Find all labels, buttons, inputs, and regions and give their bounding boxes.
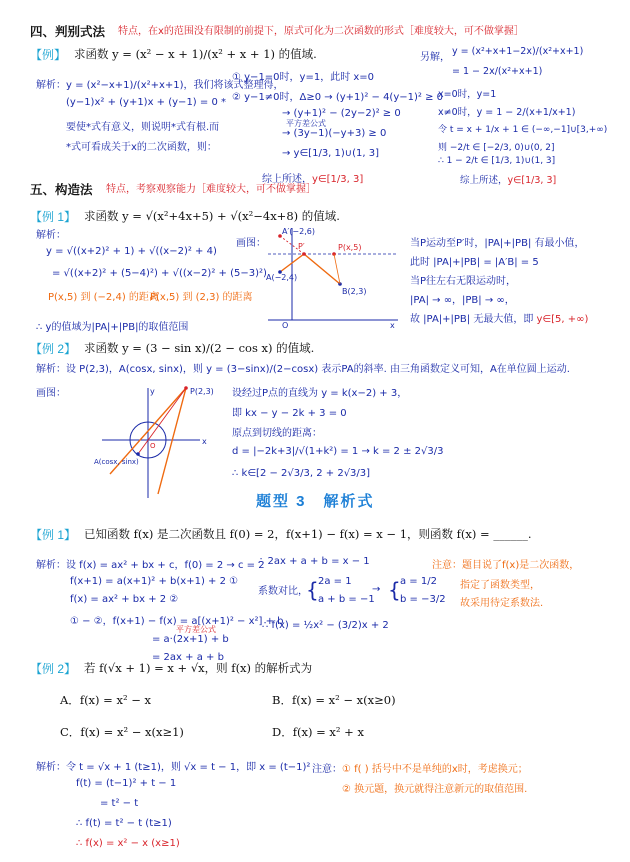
ex1-right-3: 当P往左右无限运动时，	[410, 276, 517, 287]
t3e2-line-4: ∴ f(t) = t² − t (t≥1)	[76, 818, 172, 829]
option-a-label: A．	[60, 693, 80, 707]
alt-line-4: x≠0时，y = 1 − 2/(x+1/x+1)	[438, 107, 576, 118]
example2-question: 求函数 y = (3 − sin x)/(2 − cos x) 的值域.	[84, 341, 315, 355]
ex1-line-1: y = √((x+2)² + 1) + √((x−2)² + 4)	[46, 246, 217, 257]
point-p	[184, 386, 188, 390]
alt-line-7: ∴ 1 − 2/t ∈ [1/3, 1)∪(1, 3]	[438, 156, 556, 166]
ex1-right-4: |PA| → ∞，|PB| → ∞，	[410, 295, 515, 306]
summary-result: y∈[1/3, 3]	[312, 174, 364, 185]
ex1-right-2: 此时 |PA|+|PB| = |A′B| = 5	[410, 257, 539, 268]
t3-note-3: 故采用待定系数法.	[460, 598, 544, 609]
t3-left-2: f(x+1) = a(x+1)² + b(x+1) + 2 ①	[70, 576, 239, 587]
case-2-step-2: → (y+1)² − (2y−2)² ≥ 0	[282, 108, 401, 119]
label-x: x	[202, 437, 207, 446]
label-y: y	[150, 387, 155, 396]
formula-note: 平方差公式	[286, 119, 326, 128]
t3e2-line-3: = t² − t	[100, 798, 139, 809]
t3-note-1: 注意：题目说了f(x)是二次函数，	[432, 560, 580, 571]
ex2-line-2: 即 kx − y − 2k + 3 = 0	[232, 408, 347, 419]
t3e2-line-1: 解析：令 t = √x + 1 (t≥1)，则 √x = t − 1，即 x = (t−1)²	[36, 762, 311, 773]
solution-b: b = −3/2	[400, 594, 446, 605]
section4-title: 四、判别式法	[30, 25, 106, 39]
ex1-right-1: 当P运动至P′时，|PA|+|PB| 有最小值，	[410, 238, 585, 249]
alt-line-5: 令 t = x + 1/x + 1 ∈ (−∞,−1]∪[3,+∞)	[438, 125, 608, 135]
example2-solution: 解析：设 P(2,3)，A(cosx, sinx)，则 y = (3−sinx)/(2−cosx) 表示PA的斜率. 由三角函数定义可知，A在单位圆上运动.	[36, 364, 570, 375]
example1-tag: 【例 1】	[30, 210, 77, 224]
label-a: A(cosx, sinx)	[94, 458, 139, 466]
point-a	[136, 452, 140, 456]
t3-mid-2: 系数对比，	[258, 586, 308, 597]
section5-note: 特点，考察观察能力［难度较大，可不做掌握］	[106, 184, 316, 195]
t3-left-6: = 2ax + a + b	[152, 652, 224, 663]
label-b: B(2,3)	[342, 287, 367, 296]
label-a-prime: A′(−2,6)	[282, 227, 315, 236]
figure1-label: 画图：	[236, 238, 266, 249]
ex1-line-2: = √((x+2)² + (5−4)²) + √((x−2)² + (5−3)²)	[52, 268, 267, 279]
solution-line-1: 解析：y = (x²−x+1)/(x²+x+1)，我们将该式整理得，	[36, 80, 284, 91]
t3-mid-1: ∴ 2ax + a + b = x − 1	[258, 556, 370, 567]
ex1-right-final-result: y∈[5, +∞)	[536, 314, 589, 325]
label-origin: O	[282, 321, 289, 330]
system-eq-1: 2a = 1	[318, 576, 352, 587]
t3-left-1: 解析：设 f(x) = ax² + bx + c，f(0) = 2 → c = 2	[36, 560, 265, 571]
solution-label: 解析：	[36, 230, 66, 241]
option-d-label: D．	[272, 725, 293, 739]
t3e2-note-2: ② 换元题，换元就得注意新元的取值范围.	[342, 784, 528, 795]
system-brace: {	[306, 578, 319, 602]
solution-a: a = 1/2	[400, 576, 437, 587]
figure2-label: 画图：	[36, 388, 66, 399]
t3-note-2: 指定了函数类型，	[460, 580, 540, 591]
alt-summary-prefix: 综上所述，	[460, 175, 508, 186]
example1-question: 求函数 y = √(x²+4x+5) + √(x²−4x+8) 的值域.	[84, 209, 340, 223]
label-origin: O	[150, 442, 156, 450]
t3-example1-tag: 【例 1】	[30, 528, 77, 542]
t3-left-3: f(x) = ax² + bx + 2 ②	[70, 594, 179, 605]
option-d[interactable]	[272, 724, 364, 740]
option-a[interactable]	[60, 692, 151, 708]
arrow: →	[372, 584, 381, 595]
alt-line-1: y = (x²+x+1−2x)/(x²+x+1)	[452, 46, 584, 57]
example2-tag: 【例 2】	[30, 342, 77, 356]
solution-line-4: *式可看成关于x的二次函数，则：	[66, 142, 217, 153]
alt-line-3: x=0时，y=1	[438, 89, 497, 100]
case-2-step-3: → (3y−1)(−y+3) ≥ 0	[282, 128, 387, 139]
case-2: ② y−1≠0时，Δ≥0 → (y+1)² − 4(y−1)² ≥ 0	[232, 92, 444, 103]
ex2-line-5: ∴ k∈[2 − 2√3/3, 2 + 2√3/3]	[232, 468, 371, 479]
system-eq-2: a + b = −1	[318, 594, 375, 605]
example-question: 求函数 y = (x² − x + 1)/(x² + x + 1) 的值域.	[74, 47, 317, 61]
type3-title: 题型 3 解析式	[256, 493, 375, 510]
t3e2-note-1: ① f( ) 括号中不是单纯的x时，考虑换元；	[342, 764, 528, 775]
distance-2: P(x,5) 到 (2,3) 的距离	[150, 292, 253, 303]
option-d-text: f(x) = x² + x	[292, 725, 364, 739]
alt-summary	[460, 172, 556, 186]
option-b-text: f(x) = x² − x(x≥0)	[291, 693, 396, 707]
option-b-label: B．	[272, 693, 292, 707]
solution-line-3: 要使*式有意义，则说明*式有根.而	[66, 122, 220, 133]
distance-1: P(x,5) 到 (−2,4) 的距离	[48, 292, 159, 303]
label-p-prime: P′	[298, 242, 305, 251]
figure-1	[262, 224, 402, 330]
solution-line-2: (y−1)x² + (y+1)x + (y−1) = 0 *	[66, 97, 226, 108]
t3-example2-tag: 【例 2】	[30, 662, 77, 676]
t3-left-4: ① − ②，f(x+1) − f(x) = a[(x+1)² − x²] + b	[70, 616, 284, 627]
ex1-right-final-prefix: 故 |PA|+|PB| 无最大值，即	[410, 314, 537, 325]
section5-title: 五、构造法	[30, 183, 93, 197]
ex1-right-final	[410, 310, 588, 325]
ex1-conclusion: ∴ y的值域为|PA|+|PB|的取值范围	[36, 322, 189, 333]
option-b[interactable]	[272, 692, 396, 708]
summary-prefix: 综上所述，	[262, 174, 312, 185]
label-a: A(−2,4)	[266, 273, 298, 282]
case-2-step-4: → y∈[1/3, 1)∪(1, 3]	[282, 148, 380, 159]
alt-line-2: = 1 − 2x/(x²+x+1)	[452, 66, 543, 77]
t3-left-5: = a·(2x+1) + b	[152, 634, 229, 645]
label-p: P(2,3)	[190, 387, 214, 396]
option-c-text: f(x) = x² − x(x≥1)	[80, 725, 184, 739]
label-p: P(x,5)	[338, 243, 362, 252]
t3e2-line-2: f(t) = (t−1)² + t − 1	[76, 778, 177, 789]
segment-pa	[138, 388, 186, 454]
t3e2-final: ∴ f(x) = x² − x (x≥1)	[76, 838, 180, 849]
t3e2-note-label: 注意：	[312, 764, 342, 775]
option-c[interactable]	[60, 724, 184, 740]
figure-2	[92, 382, 232, 502]
example-tag: 【例】	[30, 48, 67, 62]
t3-result: ∴ f(x) = ½x² − (3/2)x + 2	[262, 620, 389, 631]
option-c-label: C．	[60, 725, 81, 739]
t3-example2-question: 若 f(√x + 1) = x + √x，则 f(x) 的解析式为	[84, 661, 313, 675]
ex2-line-1: 设经过P点的直线为 y = k(x−2) + 3，	[232, 388, 408, 399]
section4-note: 特点，在x的范围没有限制的前提下，原式可化为二次函数的形式［难度较大，可不做掌握］	[118, 26, 524, 37]
ex2-line-4: d = |−2k+3|/√(1+k²) = 1 → k = 2 ± 2√3/3	[232, 446, 444, 457]
solution-brace: {	[388, 578, 401, 602]
alt-line-6: 则 −2/t ∈ [−2/3, 0)∪(0, 2]	[438, 143, 555, 153]
option-a-text: f(x) = x² − x	[79, 693, 152, 707]
ex2-line-3: 原点到切线的距离：	[232, 428, 322, 439]
alt-summary-result: y∈[1/3, 3]	[507, 175, 557, 186]
t3-example1-question: 已知函数 f(x) 是二次函数且 f(0) = 2，f(x+1) − f(x) = x − 1，则函数 f(x) = ______.	[84, 527, 532, 541]
label-x: x	[390, 321, 395, 330]
t3-red-note: 平方差公式	[176, 625, 216, 634]
point-p-prime	[302, 252, 306, 256]
case-1: ① y−1=0时，y=1，此时 x=0	[232, 72, 375, 83]
alt-label: 另解，	[420, 52, 450, 63]
